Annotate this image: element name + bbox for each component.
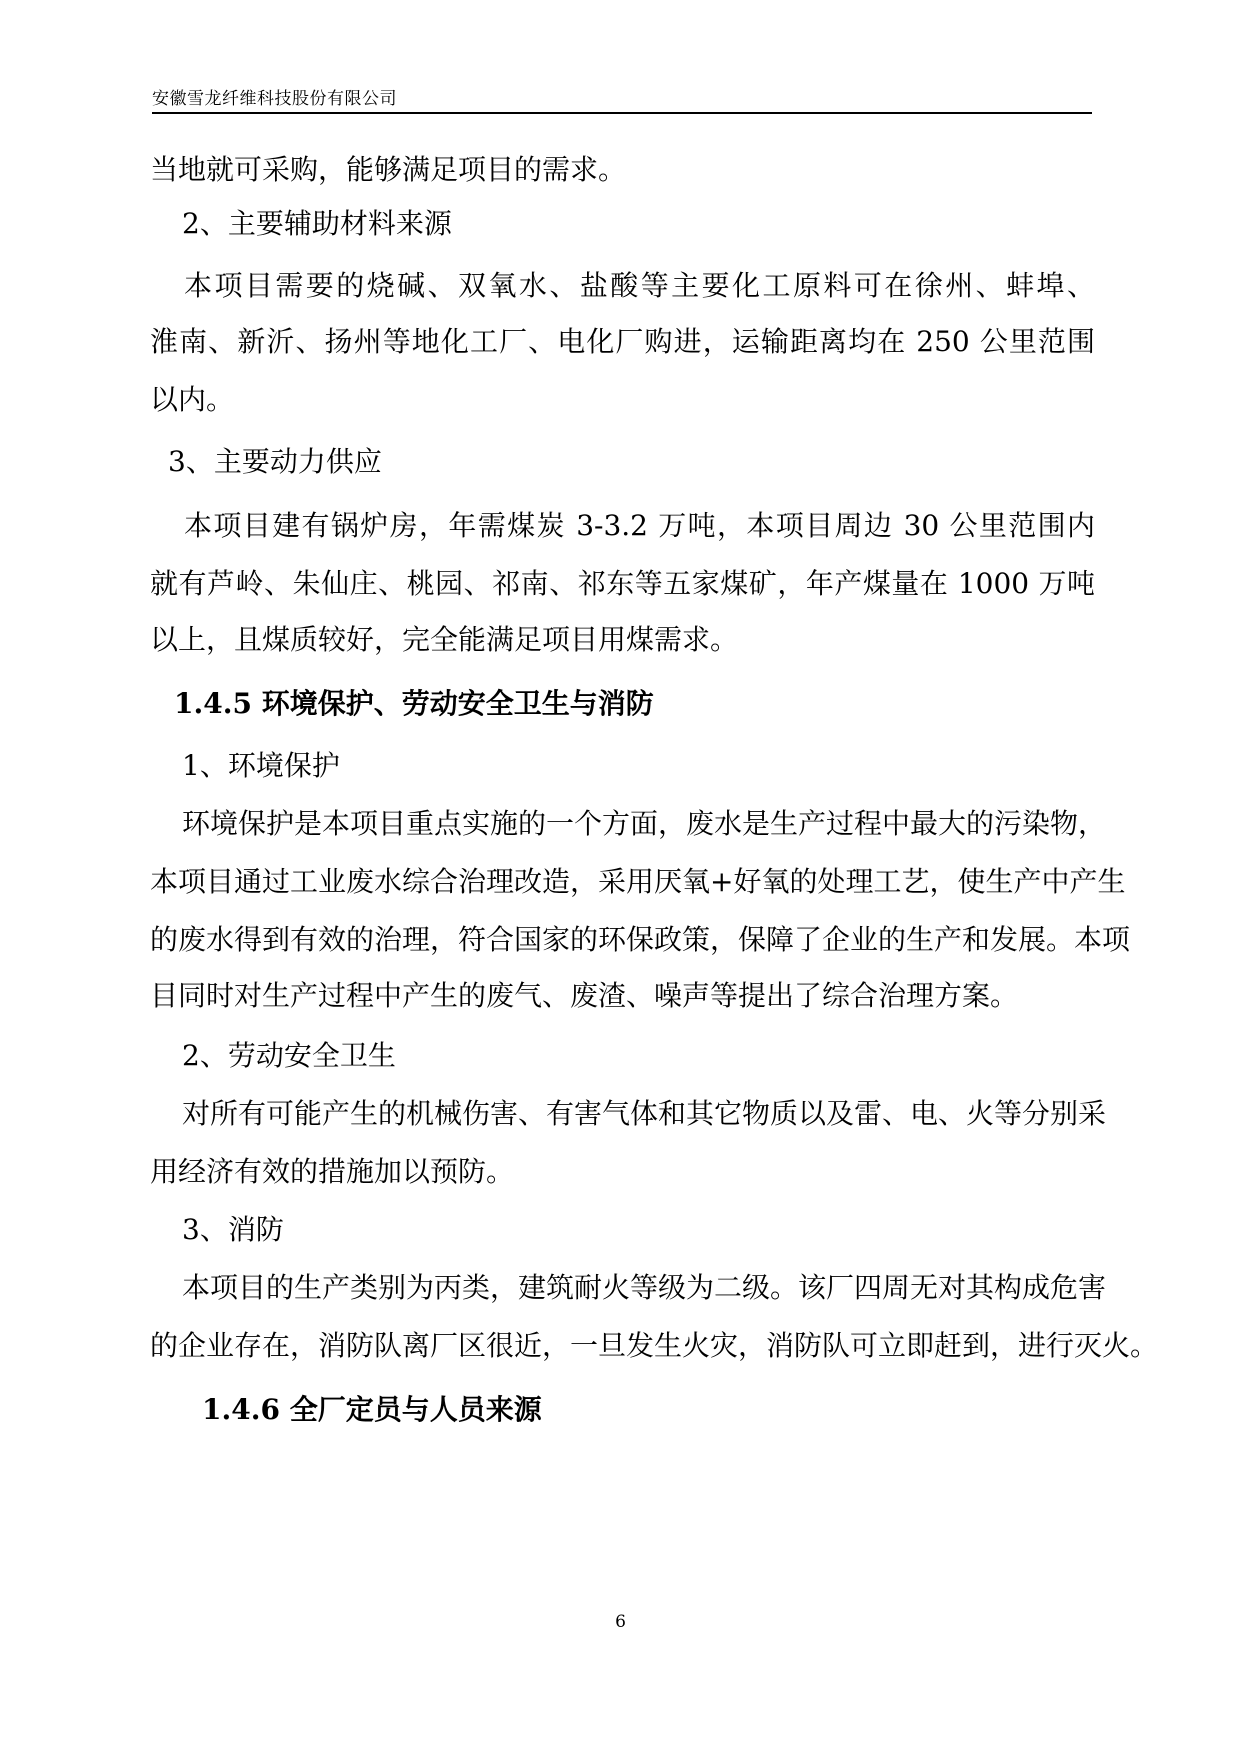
body-line: 淮南、新沂、扬州等地化工厂、电化厂购进，运输距离均在 250 公里范围 xyxy=(150,325,1095,358)
body-line: 本项目需要的烧碱、双氧水、盐酸等主要化工原料可在徐州、蚌埠、 xyxy=(184,269,1095,302)
body-line: 的废水得到有效的治理，符合国家的环保政策，保障了企业的生产和发展。本项 xyxy=(150,923,1131,956)
running-header: 安徽雪龙纤维科技股份有限公司 xyxy=(152,89,397,109)
body-line: 以内。 xyxy=(150,383,235,416)
list-heading: 3、消防 xyxy=(182,1213,284,1246)
body-line: 用经济有效的措施加以预防。 xyxy=(150,1155,515,1188)
body-line: 就有芦岭、朱仙庄、桃园、祁南、祁东等五家煤矿，年产煤量在 1000 万吨 xyxy=(150,567,1095,600)
body-line: 的企业存在，消防队离厂区很近，一旦发生火灾，消防队可立即赶到，进行灭火。 xyxy=(150,1329,1159,1362)
list-heading: 2、劳动安全卫生 xyxy=(182,1039,396,1072)
header-rule xyxy=(152,112,1092,114)
body-line: 对所有可能产生的机械伤害、有害气体和其它物质以及雷、电、火等分别采 xyxy=(182,1097,1107,1130)
list-heading: 2、主要辅助材料来源 xyxy=(182,207,452,240)
body-line: 本项目通过工业废水综合治理改造，采用厌氧+好氧的处理工艺，使生产中产生 xyxy=(150,865,1126,898)
body-line: 本项目的生产类别为丙类，建筑耐火等级为二级。该厂四周无对其构成危害 xyxy=(182,1271,1107,1304)
list-heading: 1、环境保护 xyxy=(182,749,340,782)
body-line: 当地就可采购，能够满足项目的需求。 xyxy=(150,153,627,186)
body-line: 本项目建有锅炉房，年需煤炭 3-3.2 万吨，本项目周边 30 公里范围内 xyxy=(184,509,1095,542)
body-line: 环境保护是本项目重点实施的一个方面，废水是生产过程中最大的污染物， xyxy=(182,807,1107,840)
page-number: 6 xyxy=(615,1612,626,1632)
list-heading: 3、主要动力供应 xyxy=(168,445,382,478)
body-line: 目同时对生产过程中产生的废气、废渣、噪声等提出了综合治理方案。 xyxy=(150,979,1019,1012)
section-heading: 1.4.6 全厂定员与人员来源 xyxy=(202,1393,542,1426)
section-heading: 1.4.5 环境保护、劳动安全卫生与消防 xyxy=(174,687,654,720)
body-line: 以上，且煤质较好，完全能满足项目用煤需求。 xyxy=(150,623,739,656)
